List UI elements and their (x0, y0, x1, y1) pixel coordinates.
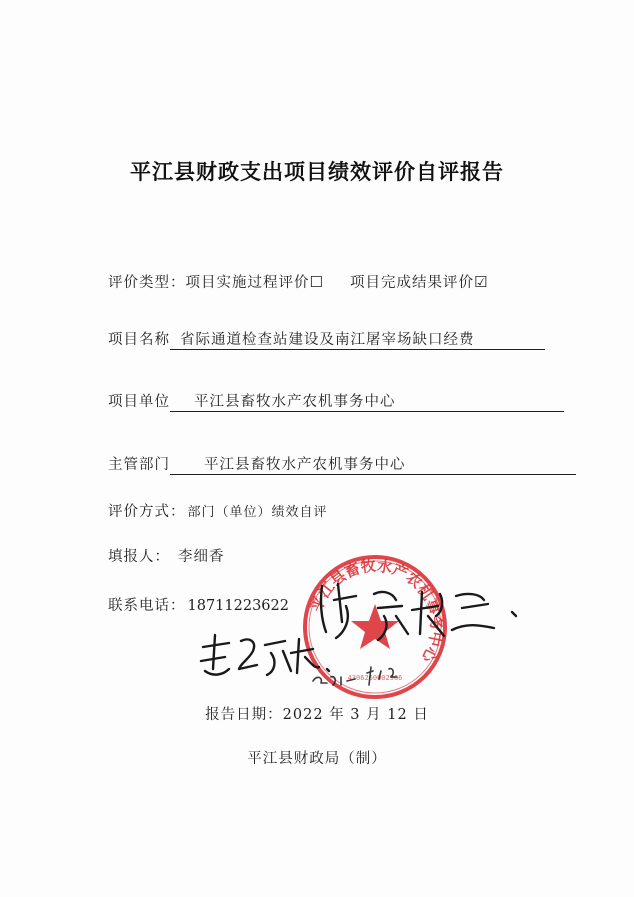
report-date-day-unit: 日 (413, 707, 429, 723)
reporter-label: 填报人： (108, 549, 170, 565)
report-date-row (0, 703, 634, 724)
report-date-label: 报告日期： (205, 707, 283, 723)
supervisor-dept-value: 平江县畜牧水产农机事务中心 (170, 457, 576, 475)
process-checkbox-icon: ☐ (309, 273, 324, 291)
svg-text:4306260002966: 4306260002966 (347, 674, 403, 682)
report-date-year-unit: 年 (329, 707, 345, 723)
svg-text:平江县畜牧水产农机事务中心: 平江县畜牧水产农机事务中心 (307, 556, 446, 666)
report-date-year: 2022 (282, 707, 324, 723)
eval-method-row (108, 500, 328, 521)
supervisor-dept-row (108, 453, 576, 475)
report-date-month-unit: 月 (366, 707, 382, 723)
reporter-signature-icon (195, 625, 425, 695)
report-date-day: 12 (387, 707, 408, 723)
supervisor-dept-label: 主管部门 (108, 457, 170, 473)
eval-method-label: 评价方式： (108, 504, 186, 520)
eval-type-row (108, 271, 488, 292)
project-name-label: 项目名称 (108, 332, 170, 348)
project-name-value: 省际通道检查站建设及南江屠宰场缺口经费 (170, 332, 545, 350)
phone-label: 联系电话： (108, 598, 186, 614)
project-unit-row (108, 390, 564, 412)
project-unit-value: 平江县畜牧水产农机事务中心 (170, 394, 564, 412)
phone-value: 18711223622 (187, 598, 289, 614)
eval-option-result: 项目完成结果评价 (349, 275, 474, 291)
project-unit-label: 项目单位 (108, 394, 170, 410)
eval-option-process: 项目实施过程评价 (185, 275, 310, 291)
eval-method-value: 部门（单位）绩效自评 (187, 505, 328, 520)
reporter-value: 李细香 (178, 549, 225, 565)
report-date-month: 3 (350, 707, 361, 723)
project-name-row (108, 328, 545, 350)
eval-type-label: 评价类型： (108, 275, 186, 291)
report-title: 平江县财政支出项目绩效评价自评报告 (130, 160, 504, 184)
phone-row (108, 594, 289, 615)
reporter-row (108, 545, 225, 566)
issuer: 平江县财政局（制） (247, 751, 387, 767)
result-checkbox-icon: ☑ (473, 273, 489, 291)
